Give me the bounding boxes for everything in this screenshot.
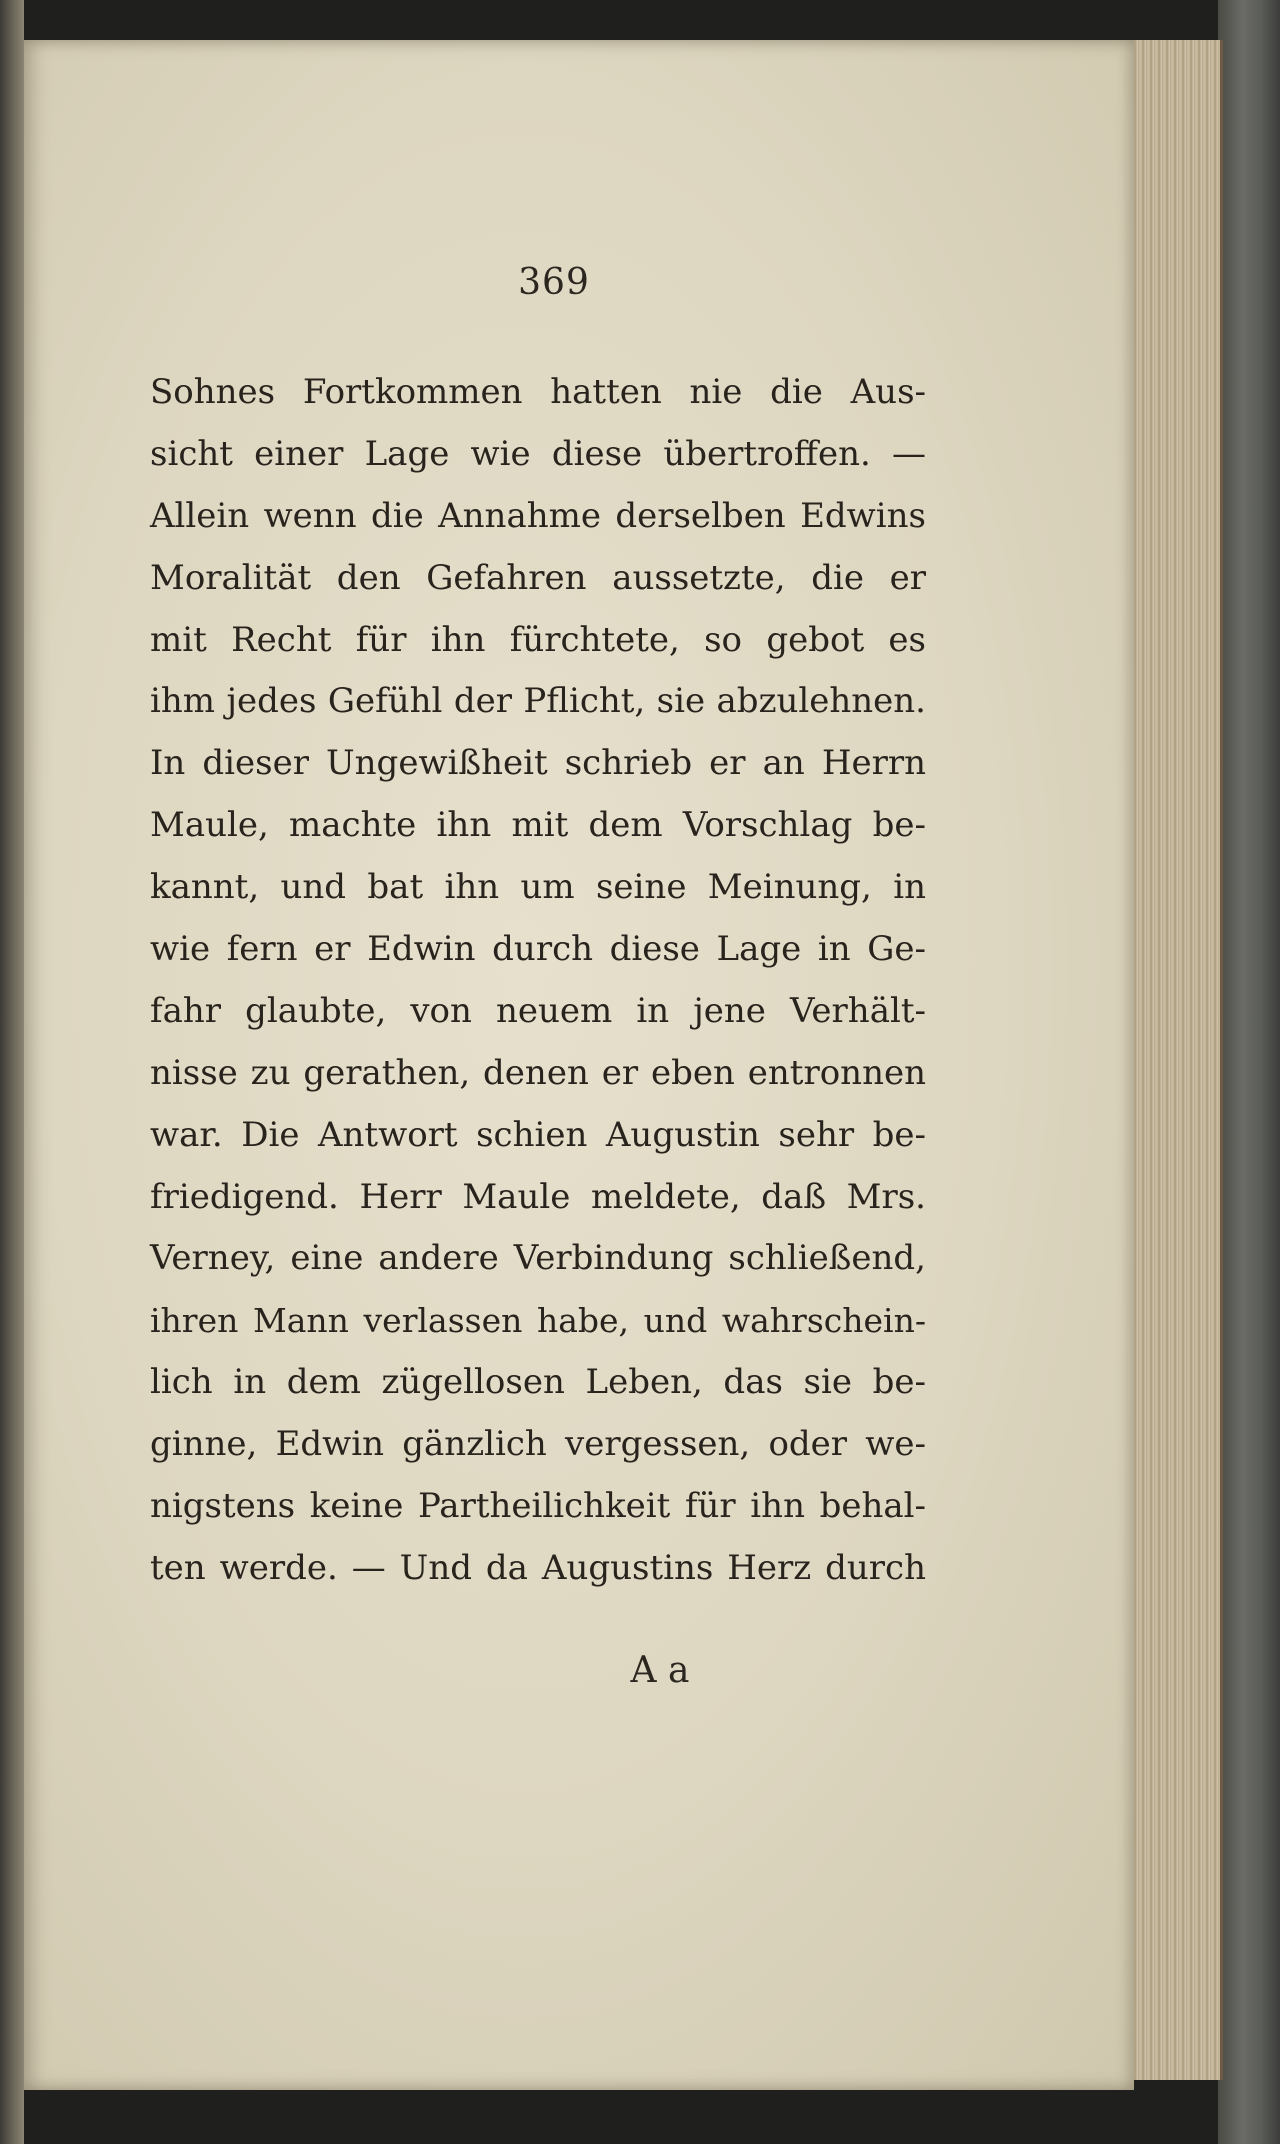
text-line: ihren Mann verlassen habe, und wahrschein- [150, 1301, 926, 1341]
text-line: lich in dem zügellosen Leben, das sie be- [150, 1362, 926, 1403]
text-line: nigstens keine Partheilichkeit für ihn behal- [150, 1486, 926, 1527]
page-number: 369 [518, 262, 590, 303]
text-line: wie fern er Edwin durch diese Lage in Ge- [150, 929, 926, 970]
text-line: kannt, und bat ihn um seine Meinung, in [150, 867, 926, 908]
page-text [150, 362, 926, 1600]
book-cover-edge [1218, 0, 1280, 2144]
text-line: Maule, machte ihn mit dem Vorschlag be- [150, 805, 926, 846]
text-line: Allein wenn die Annahme derselben Edwins [150, 495, 926, 536]
binding-left [0, 0, 24, 2144]
text-line: Sohnes Fortkommen hatten nie die Aus- [150, 372, 926, 412]
book-page [24, 40, 1134, 2090]
text-line: mit Recht für ihn fürchtete, so gebot es [150, 619, 926, 660]
text-line: ginne, Edwin gänzlich vergessen, oder we- [150, 1424, 926, 1465]
text-line: Moralität den Gefahren aussetzte, die er [150, 557, 926, 598]
text-line: In dieser Ungewißheit schrieb er an Herrn [150, 743, 926, 784]
text-line: fahr glaubte, von neuem in jene Verhält- [150, 990, 926, 1031]
text-line: nisse zu gerathen, denen er eben entronnen [150, 1052, 926, 1093]
text-line: friedigend. Herr Maule meldete, daß Mrs. [150, 1176, 926, 1217]
text-line: sicht einer Lage wie diese übertroffen. — [150, 433, 926, 474]
signature-mark: A a [630, 1650, 690, 1691]
text-line: war. Die Antwort schien Augustin sehr be- [150, 1114, 926, 1155]
page-edges [1130, 40, 1223, 2080]
text-line: ten werde. — Und da Augustins Herz durch [150, 1547, 926, 1588]
text-line: Verney, eine andere Verbindung schließend, [150, 1238, 926, 1279]
text-line: ihm jedes Gefühl der Pflicht, sie abzulehnen. [150, 681, 926, 722]
